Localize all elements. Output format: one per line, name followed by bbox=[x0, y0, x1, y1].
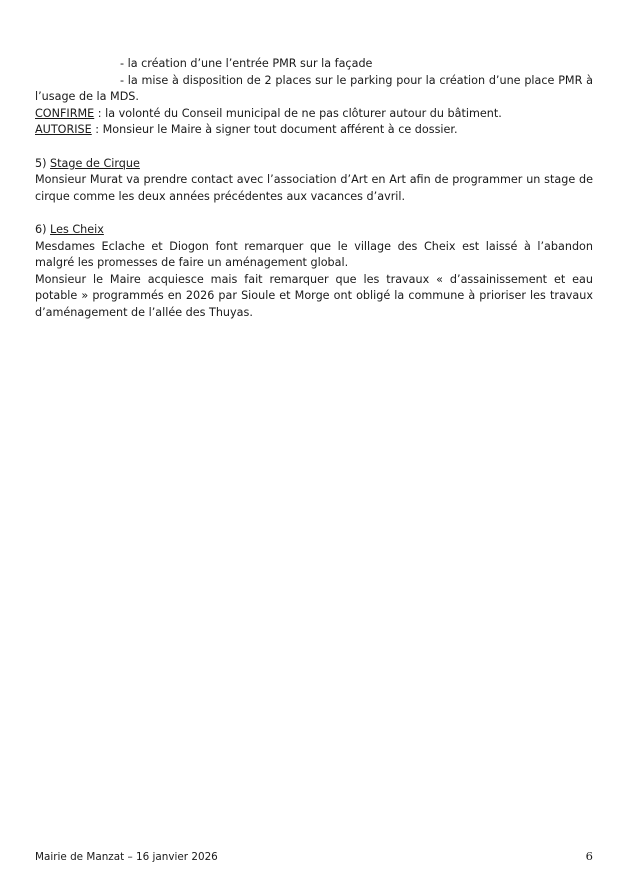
section-6-title: Les Cheix bbox=[50, 222, 104, 236]
document-body bbox=[35, 56, 593, 322]
confirme-label: CONFIRME bbox=[35, 106, 95, 120]
section-6-heading bbox=[35, 222, 593, 239]
section-5-title: Stage de Cirque bbox=[50, 156, 140, 170]
autorise-text: : Monsieur le Maire à signer tout document afférent à ce dossier. bbox=[91, 123, 458, 137]
section-6-number: 6) bbox=[35, 222, 51, 236]
page-footer bbox=[35, 849, 593, 863]
section-5-paragraph: Monsieur Murat va prendre contact avec l’association d’Art en Art afin de programmer un stage de cirque comme les deux années précédentes aux vacances d’avril. bbox=[35, 173, 593, 203]
autorise-line bbox=[35, 122, 593, 139]
spacer bbox=[35, 139, 593, 156]
autorise-label: AUTORISE bbox=[35, 123, 92, 137]
footer-text: Mairie de Manzat – 16 janvier 2026 bbox=[35, 851, 218, 863]
confirme-text: : la volonté du Conseil municipal de ne pas clôturer autour du bâtiment. bbox=[94, 106, 502, 120]
section-5-heading bbox=[35, 156, 593, 173]
bullet-item-wrapped: - la mise à disposition de 2 places sur le parking pour la création d’une place PMR à l’usage de la MDS. bbox=[35, 73, 593, 104]
bullet-item: - la création d’une l’entrée PMR sur la façade bbox=[120, 57, 373, 70]
section-6-paragraph-1: Mesdames Eclache et Diogon font remarquer que le village des Cheix est laissé à l’abandon malgré les promesses de faire un aménagement global. bbox=[35, 239, 593, 270]
section-6-paragraph-2: Monsieur le Maire acquiesce mais fait remarquer que les travaux « d’assainissement et eau potable » programmés en 2026 par Sioule et Morge ont obligé la commune à prioriser les travaux d’aménagement de l’allée des Thuyas. bbox=[35, 272, 593, 319]
spacer bbox=[35, 205, 593, 222]
confirme-line bbox=[35, 106, 593, 123]
section-5-number: 5) bbox=[35, 156, 51, 170]
page-number: 6 bbox=[585, 849, 593, 863]
